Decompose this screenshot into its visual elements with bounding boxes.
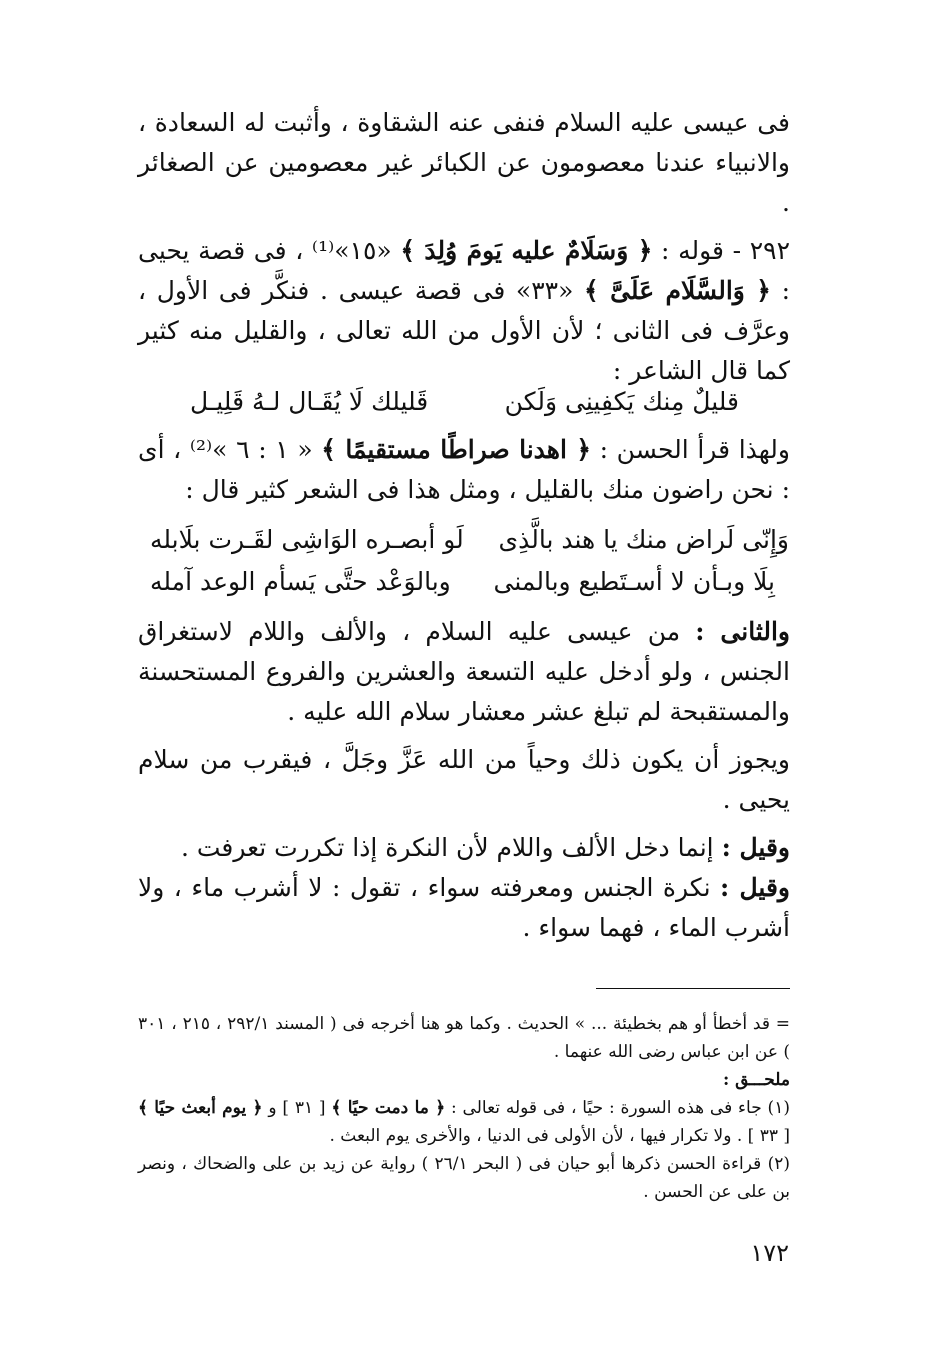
footnotes	[138, 1010, 790, 1206]
footnote-1	[138, 1094, 790, 1150]
paragraph-text: من عيسى عليه السلام ، والألف واللام لاستغراق الجنس ، ولو أدخل عليه التسعة والعشرين والفروع المستحسنة والمستقبحة لم تبلغ عشر معشار سلام الله عليه .	[138, 617, 790, 726]
quran-quote: ﴿ وَالسَّلَام عَلَىَّ ﴾	[584, 276, 771, 305]
footnote-continued: = قد أخطأ أو هم بخطيئة ... » الحديث . وكما هو هنا أخرجه فى ( المسند ٢٩٢/١ ، ٢١٥ ، ٣٠١ ) عن ابن عباس رضى الله عنهما .	[138, 1014, 791, 1062]
main-text-bottom	[138, 612, 790, 948]
paragraph-second	[138, 612, 790, 732]
quran-quote: ﴿ وَسَلَامٌ عليه يَومَ وُلِدَ ﴾	[400, 236, 653, 265]
paragraph-qil-2	[138, 868, 790, 948]
footnote-text: [ ٣٣ ] . ولا تكرار فيها ، لأن الأولى فى الدنيا ، والأخرى يوم البعث .	[329, 1126, 790, 1146]
paragraph-qil-1	[138, 828, 790, 868]
quran-quote: ﴿ يوم أبعث حيًا ﴾	[138, 1098, 263, 1118]
quran-quote: ﴿ اهدنا صراطًا مستقيمًا ﴾	[321, 435, 591, 464]
verse-1-left-hemistich: قَليلك لَا يُقَـال لـهُ قَلِيـل	[190, 387, 429, 416]
footnote-separator	[596, 988, 790, 989]
paragraph-text: «١٥»⁽¹⁾ ، فى قصة يحيى :	[138, 236, 790, 305]
entry-number: ٢٩٢ - قوله :	[661, 236, 791, 265]
paragraph-text: «٣٣» فى قصة عيسى . فنكَّر فى الأول ، وعرَّف فى الثانى ؛ لأن الأول من الله تعالى ، والقليل منه كثير كما قال الشاعر :	[138, 276, 790, 385]
run-in-heading: والثانى :	[695, 617, 791, 646]
main-text-hasan	[138, 430, 790, 510]
verse-3-right-hemistich: بِلَا وبـأن لا أسـتَطيع وبالمنى	[493, 567, 775, 596]
verse-2-left-hemistich: لَو أبصـره الوَاشِى لقَـرت بلَابله	[150, 525, 464, 554]
footnote-2: (٢) قراءة الحسن ذكرها أبو حيان فى ( البحر ٢٦/١ ) رواية عن زيد بن على والضحاك ، ونصر بن على عن الحسن .	[138, 1154, 790, 1202]
verse-3-left-hemistich: وبالوَعْد حتَّى يَسأم الوعد آمله	[150, 567, 451, 596]
paragraph-text: إنما دخل الألف واللام لأن النكرة إذا تكررت تعرفت .	[180, 833, 714, 862]
footnote-text: [ ٣١ ] و	[268, 1098, 326, 1118]
verse-2-right-hemistich: وَإِنّى لَراض منك يا هند بالَّذِى	[498, 525, 789, 554]
page-number: ١٧٢	[750, 1239, 789, 1267]
paragraph-1: فى عيسى عليه السلام فنفى عنه الشقاوة ، وأثبت له السعادة ، والانبياء عندنا معصومون عن الكبائر غير معصومين عن الصغائر .	[138, 108, 790, 217]
paragraph-text: « ١ : ٦ »⁽²⁾ ، أى : نحن راضون منك بالقليل ، ومثل هذا فى الشعر كثير قال :	[138, 435, 790, 504]
run-in-heading: وقيل :	[721, 833, 790, 862]
footnote-text: (١) جاء فى هذه السورة : حيًا ، فى قوله تعالى :	[450, 1098, 790, 1118]
main-text-top	[138, 103, 790, 391]
verse-1-right-hemistich: قليلٌ مِنك يَكفِينِى وَلَكن	[504, 387, 739, 416]
run-in-heading: وقيل :	[720, 873, 791, 902]
paragraph-text: نكرة الجنس ومعرفته سواء ، تقول : لا أشرب ماء ، ولا أشرب الماء ، فهما سواء .	[138, 873, 790, 942]
paragraph-revelation: ويجوز أن يكون ذلك وحياً من الله عَزَّ وجَلَّ ، فيقرب من سلام يحيى .	[138, 745, 790, 814]
quran-quote: ﴿ ما دمت حيًا ﴾	[331, 1098, 446, 1118]
paragraph-292	[138, 231, 790, 391]
appendix-label: ملحـــق :	[722, 1070, 790, 1090]
paragraph-hasan	[138, 430, 790, 510]
paragraph-text: ولهذا قرأ الحسن :	[599, 435, 790, 464]
